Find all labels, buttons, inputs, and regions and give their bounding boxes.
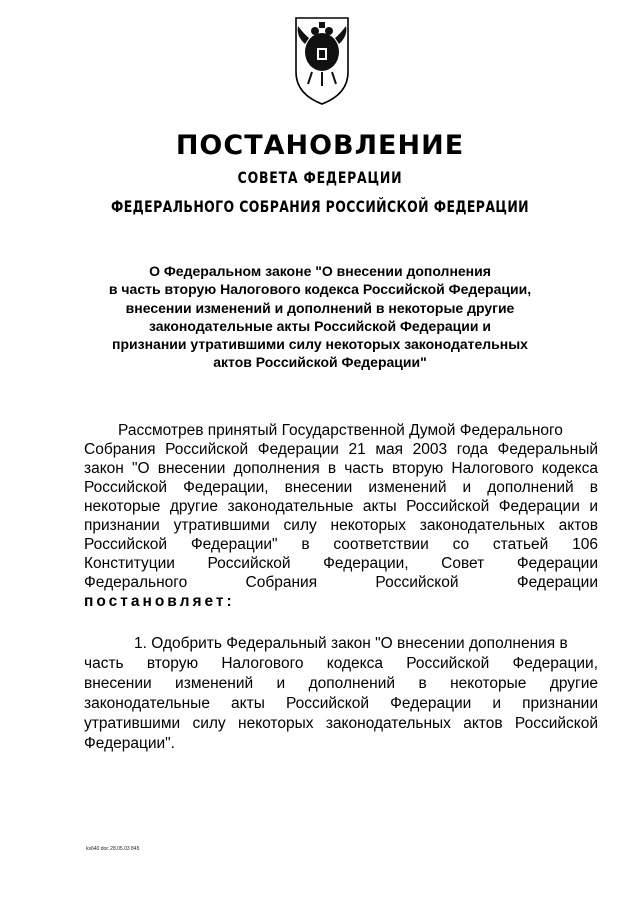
item-line: 1. Одобрить Федеральный закон "О внесении дополнения в [134, 635, 568, 652]
subject-line: внесении изменений и дополнений в некоторые другие [125, 299, 515, 316]
item-line: Федерации". [84, 735, 175, 752]
subject-line: О Федеральном законе "О внесении дополнения [149, 263, 491, 279]
body-line: признании утратившими силу некоторых законодательных актов [84, 517, 598, 534]
item-line: часть вторую Налогового кодекса Российской Федерации, [84, 655, 598, 672]
document-file-reference: ks640.doc 28.05.03 845 [86, 846, 140, 852]
item-line: законодательные акты Российской Федерации и признании [84, 695, 598, 712]
body-line: Собрания Российской Федерации 21 мая 2003 года Федеральный [84, 441, 598, 458]
subject-line: в часть вторую Налогового кодекса Российской Федерации, [108, 281, 532, 298]
resolution-item-1 [84, 634, 598, 754]
item-line: утратившими силу некоторых законодательных актов Российской [84, 715, 598, 732]
subject-line: признании утратившими силу некоторых законодательных [112, 336, 528, 353]
body-line: Рассмотрев принятый Государственной Думой Федерального [118, 422, 563, 439]
council-name: СОВЕТА ФЕДЕРАЦИИ [237, 168, 403, 187]
resolves-word: постановляет: [84, 593, 235, 610]
item-line: внесении изменений и дополнений в некоторые другие [84, 675, 598, 692]
body-line: закон "О внесении дополнения в часть вторую Налогового кодекса [84, 460, 598, 477]
coat-of-arms-emblem [290, 14, 354, 108]
body-line: Российской Федерации" в соответствии со статьей 106 [84, 536, 598, 553]
body-line: Федерального Собрания Российской Федерации [84, 574, 598, 591]
subject-line: законодательные акты Российской Федерации и [148, 317, 491, 334]
subject-heading [60, 262, 580, 372]
document-title: ПОСТАНОВЛЕНИЕ [175, 130, 465, 161]
assembly-name: ФЕДЕРАЛЬНОГО СОБРАНИЯ РОССИЙСКОЙ ФЕДЕРАЦИИ [110, 197, 530, 216]
body-line: Конституции Российской Федерации, Совет Федерации [84, 555, 598, 572]
subject-line: актов Российской Федерации" [213, 354, 427, 371]
preamble-paragraph [84, 421, 598, 611]
body-line: Российской Федерации, внесении изменений и дополнений в [84, 479, 598, 496]
body-line: некоторые другие законодательные акты Российской Федерации и [84, 498, 598, 515]
